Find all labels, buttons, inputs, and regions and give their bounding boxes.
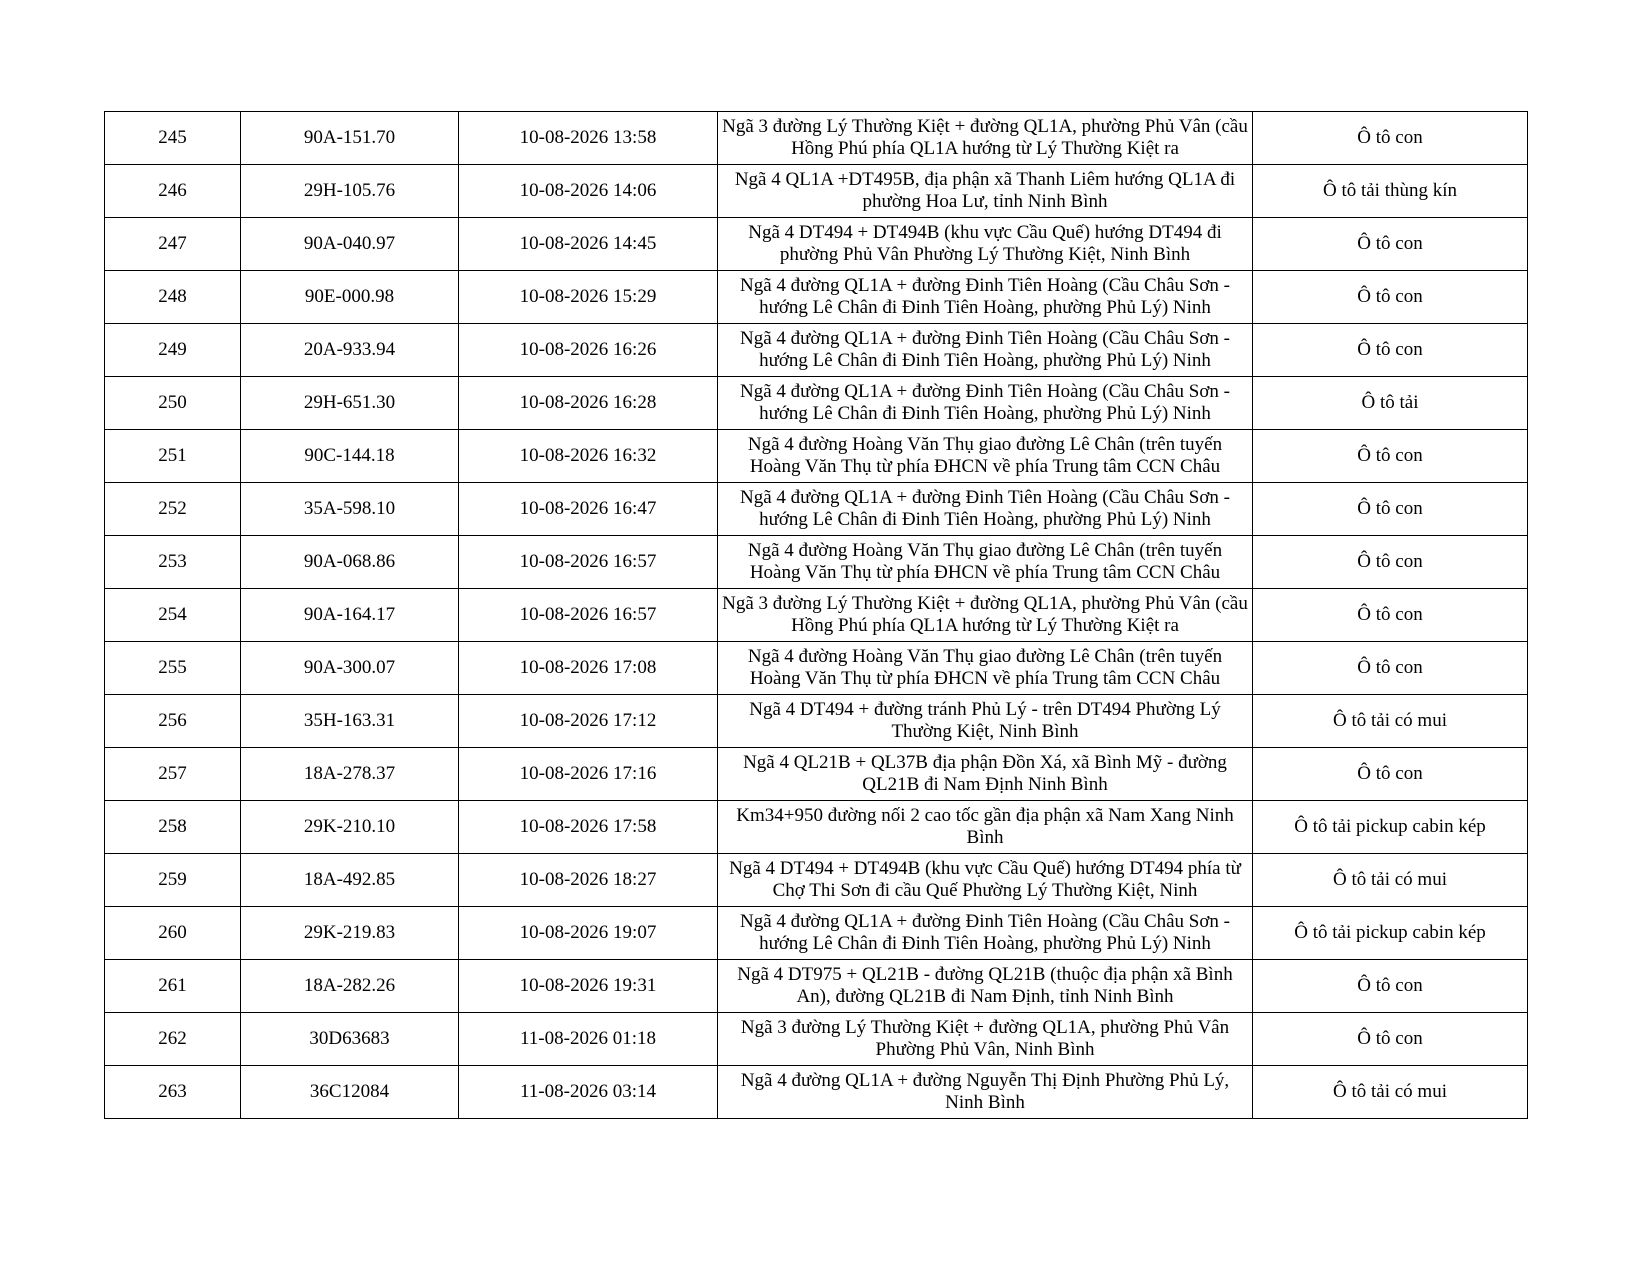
cell-vehicle-text: Ô tô tải có mui [1333, 710, 1447, 731]
cell-plate [241, 1066, 459, 1119]
cell-location [718, 960, 1253, 1013]
cell-vehicle [1253, 695, 1528, 748]
cell-vehicle [1253, 112, 1528, 165]
cell-location [718, 536, 1253, 589]
cell-stt [105, 377, 241, 430]
cell-plate-text: 90E-000.98 [304, 286, 395, 307]
cell-stt [105, 854, 241, 907]
table-row [105, 271, 1528, 324]
cell-time [459, 112, 718, 165]
cell-plate-text: 90A-164.17 [303, 604, 396, 625]
cell-plate [241, 165, 459, 218]
cell-vehicle-text: Ô tô con [1357, 498, 1423, 519]
cell-location-text: Ngã 4 đường QL1A + đường Đinh Tiên Hoàng (Cầu Châu Sơn - hướng Lê Chân đi Đinh Tiên Hoàng, phường Phủ Lý) Ninh [739, 328, 1230, 371]
cell-stt [105, 165, 241, 218]
cell-plate-text: 90A-151.70 [303, 127, 396, 148]
cell-location-text: Ngã 4 DT975 + QL21B - đường QL21B (thuộc địa phận xã Bình An), đường QL21B đi Nam Định, tỉnh Ninh Bình [737, 964, 1233, 1007]
cell-time [459, 430, 718, 483]
cell-plate [241, 430, 459, 483]
cell-time-text: 10-08-2026 16:47 [519, 498, 657, 519]
cell-location-text: Ngã 4 đường QL1A + đường Đinh Tiên Hoàng (Cầu Châu Sơn - hướng Lê Chân đi Đinh Tiên Hoàng, phường Phủ Lý) Ninh [739, 275, 1230, 318]
cell-plate-text: 29K-210.10 [303, 816, 396, 837]
cell-vehicle-text: Ô tô con [1357, 445, 1423, 466]
table-row [105, 218, 1528, 271]
cell-stt-text: 247 [158, 233, 187, 254]
cell-stt-text: 256 [158, 710, 187, 731]
cell-plate-text: 90A-040.97 [303, 233, 396, 254]
table-row [105, 1066, 1528, 1119]
cell-location [718, 907, 1253, 960]
cell-plate-text: 90A-300.07 [303, 657, 396, 678]
cell-plate [241, 801, 459, 854]
cell-stt [105, 642, 241, 695]
cell-location-text: Ngã 3 đường Lý Thường Kiệt + đường QL1A, phường Phủ Vân (cầu Hồng Phú phía QL1A hướng từ Lý Thường Kiệt ra [722, 116, 1248, 159]
cell-vehicle-text: Ô tô con [1357, 975, 1423, 996]
cell-stt-text: 252 [158, 498, 187, 519]
cell-location-text: Ngã 4 đường QL1A + đường Đinh Tiên Hoàng (Cầu Châu Sơn - hướng Lê Chân đi Đinh Tiên Hoàng, phường Phủ Lý) Ninh [739, 381, 1230, 424]
cell-stt-text: 263 [158, 1081, 187, 1102]
cell-time-text: 10-08-2026 16:28 [519, 392, 657, 413]
cell-stt-text: 251 [158, 445, 187, 466]
cell-location-text: Ngã 4 QL21B + QL37B địa phận Đồn Xá, xã Bình Mỹ - đường QL21B đi Nam Định Ninh Bình [743, 752, 1227, 795]
cell-vehicle [1253, 907, 1528, 960]
cell-stt-text: 255 [158, 657, 187, 678]
cell-time [459, 377, 718, 430]
table-row [105, 324, 1528, 377]
cell-vehicle-text: Ô tô con [1357, 233, 1423, 254]
cell-time-text: 10-08-2026 13:58 [519, 127, 657, 148]
cell-location [718, 165, 1253, 218]
cell-location [718, 748, 1253, 801]
cell-time-text: 11-08-2026 03:14 [520, 1081, 656, 1102]
cell-time [459, 536, 718, 589]
cell-time [459, 1013, 718, 1066]
table-row [105, 377, 1528, 430]
cell-plate [241, 112, 459, 165]
cell-location-text: Ngã 3 đường Lý Thường Kiệt + đường QL1A, phường Phủ Vân (cầu Hồng Phú phía QL1A hướng từ Lý Thường Kiệt ra [722, 593, 1248, 636]
cell-vehicle-text: Ô tô con [1357, 127, 1423, 148]
cell-stt [105, 112, 241, 165]
cell-time-text: 10-08-2026 16:57 [519, 551, 657, 572]
cell-location [718, 642, 1253, 695]
cell-vehicle [1253, 377, 1528, 430]
cell-stt-text: 261 [158, 975, 187, 996]
cell-vehicle-text: Ô tô tải pickup cabin kép [1294, 816, 1486, 837]
cell-time-text: 10-08-2026 17:08 [519, 657, 657, 678]
table-row [105, 748, 1528, 801]
cell-time-text: 11-08-2026 01:18 [520, 1028, 656, 1049]
cell-stt-text: 260 [158, 922, 187, 943]
violations-table-body [105, 112, 1528, 1119]
cell-location-text: Ngã 4 đường QL1A + đường Nguyễn Thị Định Phường Phủ Lý, Ninh Bình [740, 1070, 1230, 1113]
cell-stt [105, 801, 241, 854]
cell-vehicle [1253, 430, 1528, 483]
cell-vehicle-text: Ô tô con [1357, 763, 1423, 784]
cell-time [459, 642, 718, 695]
cell-stt-text: 262 [158, 1028, 187, 1049]
cell-stt [105, 271, 241, 324]
cell-plate [241, 483, 459, 536]
cell-plate-text: 29K-219.83 [303, 922, 396, 943]
cell-plate [241, 324, 459, 377]
cell-time-text: 10-08-2026 19:07 [519, 922, 657, 943]
cell-plate-text: 90A-068.86 [303, 551, 396, 572]
cell-stt [105, 1066, 241, 1119]
cell-plate [241, 642, 459, 695]
cell-location-text: Ngã 4 đường Hoàng Văn Thụ giao đường Lê Chân (trên tuyến Hoàng Văn Thụ từ phía ĐHCN về phía Trung tâm CCN Châu [747, 646, 1223, 689]
cell-location-text: Km34+950 đường nối 2 cao tốc gần địa phận xã Nam Xang Ninh Bình [736, 805, 1234, 848]
table-row [105, 1013, 1528, 1066]
table-row [105, 483, 1528, 536]
cell-plate-text: 20A-933.94 [303, 339, 396, 360]
cell-plate [241, 854, 459, 907]
cell-location [718, 589, 1253, 642]
cell-plate [241, 536, 459, 589]
cell-plate [241, 1013, 459, 1066]
cell-plate [241, 907, 459, 960]
cell-location-text: Ngã 4 DT494 + DT494B (khu vực Cầu Quế) hướng DT494 đi phường Phủ Vân Phường Lý Thường Kiệt, Ninh Bình [748, 222, 1222, 265]
cell-vehicle-text: Ô tô tải có mui [1333, 1081, 1447, 1102]
table-row [105, 112, 1528, 165]
table-row [105, 854, 1528, 907]
cell-location [718, 801, 1253, 854]
cell-vehicle [1253, 1013, 1528, 1066]
cell-time [459, 218, 718, 271]
cell-time [459, 271, 718, 324]
cell-vehicle-text: Ô tô con [1357, 339, 1423, 360]
cell-location-text: Ngã 4 đường Hoàng Văn Thụ giao đường Lê Chân (trên tuyến Hoàng Văn Thụ từ phía ĐHCN về phía Trung tâm CCN Châu [747, 434, 1223, 477]
table-row [105, 907, 1528, 960]
table-row [105, 801, 1528, 854]
cell-stt-text: 257 [158, 763, 187, 784]
cell-plate [241, 589, 459, 642]
cell-time [459, 1066, 718, 1119]
cell-location-text: Ngã 4 đường QL1A + đường Đinh Tiên Hoàng (Cầu Châu Sơn - hướng Lê Chân đi Đinh Tiên Hoàng, phường Phủ Lý) Ninh [739, 487, 1230, 530]
cell-plate [241, 271, 459, 324]
cell-plate-text: 36C12084 [309, 1081, 390, 1102]
cell-time [459, 960, 718, 1013]
cell-vehicle-text: Ô tô tải thùng kín [1322, 180, 1458, 201]
cell-time-text: 10-08-2026 18:27 [519, 869, 657, 890]
cell-location-text: Ngã 3 đường Lý Thường Kiệt + đường QL1A, phường Phủ Vân Phường Phủ Vân, Ninh Bình [740, 1017, 1230, 1060]
cell-time-text: 10-08-2026 16:57 [519, 604, 657, 625]
cell-vehicle-text: Ô tô tải có mui [1333, 869, 1447, 890]
cell-location-text: Ngã 4 QL1A +DT495B, địa phận xã Thanh Liêm hướng QL1A đi phường Hoa Lư, tỉnh Ninh Bình [734, 169, 1236, 212]
cell-vehicle [1253, 165, 1528, 218]
cell-time-text: 10-08-2026 17:12 [519, 710, 657, 731]
cell-vehicle [1253, 1066, 1528, 1119]
cell-stt [105, 960, 241, 1013]
cell-stt [105, 589, 241, 642]
violations-table [104, 111, 1528, 1119]
cell-vehicle [1253, 801, 1528, 854]
cell-stt-text: 245 [158, 127, 187, 148]
cell-vehicle [1253, 960, 1528, 1013]
cell-stt-text: 250 [158, 392, 187, 413]
cell-stt-text: 248 [158, 286, 187, 307]
cell-time [459, 907, 718, 960]
cell-plate-text: 30D63683 [309, 1028, 390, 1049]
cell-plate [241, 218, 459, 271]
cell-time [459, 801, 718, 854]
cell-vehicle-text: Ô tô con [1357, 286, 1423, 307]
cell-vehicle [1253, 642, 1528, 695]
table-row [105, 589, 1528, 642]
cell-time [459, 589, 718, 642]
cell-plate-text: 18A-278.37 [303, 763, 396, 784]
cell-vehicle-text: Ô tô tải [1361, 392, 1419, 413]
table-row [105, 165, 1528, 218]
cell-vehicle [1253, 483, 1528, 536]
cell-location [718, 377, 1253, 430]
cell-stt [105, 536, 241, 589]
cell-time [459, 695, 718, 748]
cell-location [718, 112, 1253, 165]
cell-plate-text: 35A-598.10 [303, 498, 396, 519]
cell-plate [241, 960, 459, 1013]
table-row [105, 695, 1528, 748]
cell-vehicle-text: Ô tô con [1357, 657, 1423, 678]
cell-vehicle [1253, 589, 1528, 642]
cell-time [459, 854, 718, 907]
table-row [105, 642, 1528, 695]
cell-vehicle [1253, 218, 1528, 271]
cell-time-text: 10-08-2026 14:45 [519, 233, 657, 254]
cell-vehicle-text: Ô tô con [1357, 604, 1423, 625]
cell-stt [105, 1013, 241, 1066]
cell-time-text: 10-08-2026 14:06 [519, 180, 657, 201]
cell-vehicle [1253, 271, 1528, 324]
cell-stt-text: 249 [158, 339, 187, 360]
cell-time-text: 10-08-2026 15:29 [519, 286, 657, 307]
cell-location-text: Ngã 4 đường Hoàng Văn Thụ giao đường Lê Chân (trên tuyến Hoàng Văn Thụ từ phía ĐHCN về phía Trung tâm CCN Châu [747, 540, 1223, 583]
cell-plate-text: 90C-144.18 [304, 445, 395, 466]
cell-time-text: 10-08-2026 17:16 [519, 763, 657, 784]
cell-time-text: 10-08-2026 19:31 [519, 975, 657, 996]
cell-location [718, 324, 1253, 377]
cell-vehicle-text: Ô tô tải pickup cabin kép [1294, 922, 1486, 943]
cell-vehicle-text: Ô tô con [1357, 551, 1423, 572]
cell-location [718, 430, 1253, 483]
cell-time-text: 10-08-2026 17:58 [519, 816, 657, 837]
cell-location [718, 218, 1253, 271]
cell-time-text: 10-08-2026 16:32 [519, 445, 657, 466]
cell-plate [241, 695, 459, 748]
cell-plate [241, 748, 459, 801]
cell-stt [105, 218, 241, 271]
cell-time [459, 748, 718, 801]
cell-vehicle [1253, 324, 1528, 377]
cell-stt-text: 259 [158, 869, 187, 890]
table-row [105, 430, 1528, 483]
cell-vehicle [1253, 536, 1528, 589]
cell-stt-text: 254 [158, 604, 187, 625]
cell-plate [241, 377, 459, 430]
cell-plate-text: 29H-651.30 [303, 392, 396, 413]
cell-location [718, 271, 1253, 324]
cell-location-text: Ngã 4 DT494 + đường tránh Phủ Lý - trên DT494 Phường Lý Thường Kiệt, Ninh Bình [749, 699, 1221, 742]
cell-time [459, 483, 718, 536]
cell-stt-text: 253 [158, 551, 187, 572]
cell-location-text: Ngã 4 DT494 + DT494B (khu vực Cầu Quế) hướng DT494 phía từ Chợ Thi Sơn đi cầu Quế Phường Lý Thường Kiệt, Ninh [729, 858, 1241, 901]
cell-location [718, 1066, 1253, 1119]
cell-location [718, 483, 1253, 536]
cell-stt [105, 695, 241, 748]
table-row [105, 960, 1528, 1013]
cell-vehicle [1253, 854, 1528, 907]
cell-plate-text: 29H-105.76 [303, 180, 396, 201]
cell-stt-text: 258 [158, 816, 187, 837]
cell-stt [105, 907, 241, 960]
cell-stt [105, 324, 241, 377]
cell-plate-text: 18A-492.85 [303, 869, 396, 890]
cell-time [459, 324, 718, 377]
cell-time-text: 10-08-2026 16:26 [519, 339, 657, 360]
table-row [105, 536, 1528, 589]
cell-stt-text: 246 [158, 180, 187, 201]
cell-plate-text: 18A-282.26 [303, 975, 396, 996]
cell-location [718, 1013, 1253, 1066]
cell-location-text: Ngã 4 đường QL1A + đường Đinh Tiên Hoàng (Cầu Châu Sơn - hướng Lê Chân đi Đinh Tiên Hoàng, phường Phủ Lý) Ninh [739, 911, 1230, 954]
cell-stt [105, 430, 241, 483]
cell-plate-text: 35H-163.31 [303, 710, 396, 731]
cell-location [718, 854, 1253, 907]
cell-location [718, 695, 1253, 748]
cell-vehicle [1253, 748, 1528, 801]
cell-time [459, 165, 718, 218]
cell-stt [105, 483, 241, 536]
cell-vehicle-text: Ô tô con [1357, 1028, 1423, 1049]
cell-stt [105, 748, 241, 801]
